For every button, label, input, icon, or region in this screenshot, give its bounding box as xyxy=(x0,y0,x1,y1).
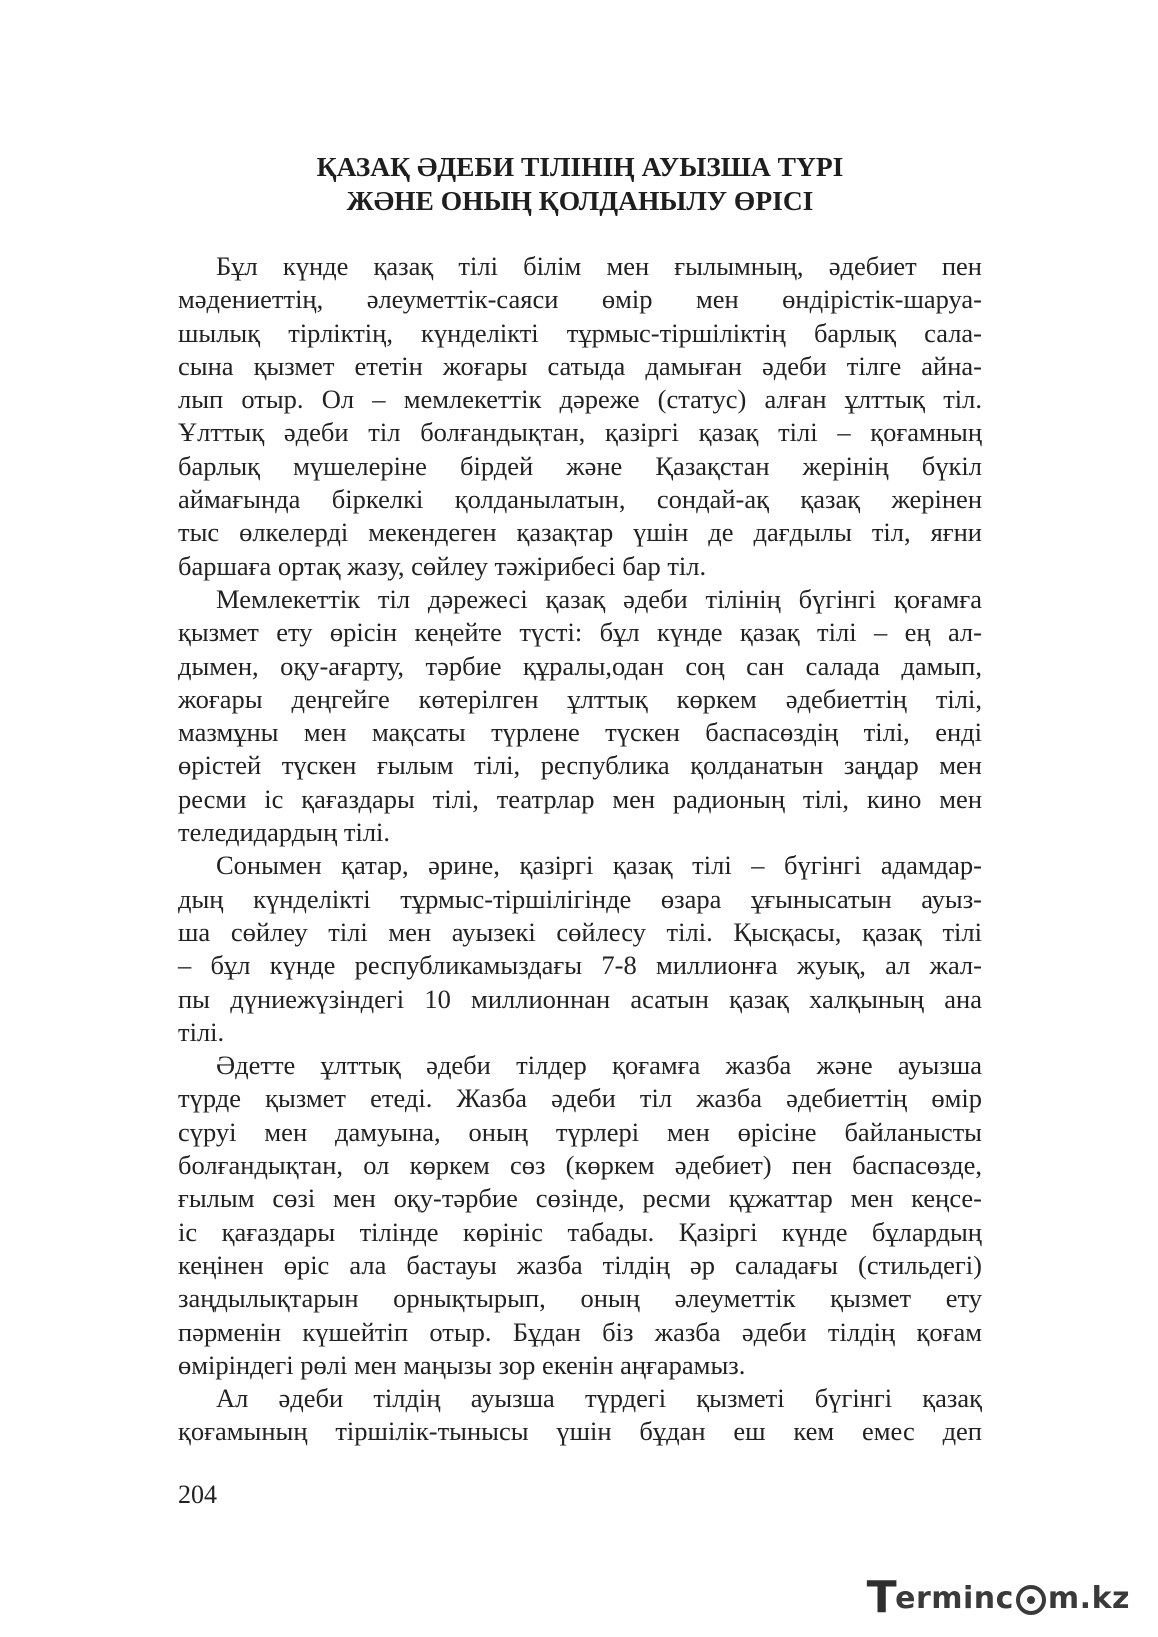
paragraph xyxy=(178,849,982,1049)
paragraph-line: Ал әдеби тілдің ауызша түрдегі қызметі бүгінгі қазақ xyxy=(216,1383,982,1414)
paragraph-line: баршаға ортақ жазу, сөйлеу тәжірибесі бар тіл. xyxy=(178,550,707,581)
paragraph-line: түрде қызмет етеді. Жазба әдеби тіл жазба әдебиеттің өмір xyxy=(178,1083,982,1114)
watermark-o-icon xyxy=(1016,1585,1046,1615)
paragraph-line: қызмет ету өрісін кеңейте түсті: бұл күнде қазақ тілі – ең ал- xyxy=(178,617,982,648)
paragraph-line: сүруі мен дамуына, оның түрлері мен өрісіне байланысты xyxy=(178,1116,982,1147)
paragraph-line: болғандықтан, ол көркем сөз (көркем әдебиет) пен баспасөзде, xyxy=(178,1150,982,1181)
paragraph-line: тілі. xyxy=(178,1016,225,1047)
paragraph-line: теледидардың тілі. xyxy=(178,817,391,848)
paragraph-line: сына қызмет ететін жоғары сатыда дамыған әдеби тілге айна- xyxy=(178,350,982,381)
paragraph-line: – бұл күнде республикамыздағы 7-8 миллионға жуық, ал жал- xyxy=(178,950,982,981)
paragraph-line: барлық мүшелеріне бірдей және Қазақстан жерінің бүкіл xyxy=(178,450,982,481)
paragraph-line: ресми іс қағаздары тілі, театрлар мен радионың тілі, кино мен xyxy=(178,783,982,814)
paragraph-line: лып отыр. Ол – мемлекеттік дәреже (статус) алған ұлттық тіл. xyxy=(178,384,982,415)
paragraph-line: өрістей түскен ғылым тілі, республика қолданатын заңдар мен xyxy=(178,750,982,781)
watermark-t-letter: T xyxy=(866,1572,898,1623)
paragraph xyxy=(178,1049,982,1382)
paragraph-line: қоғамының тіршілік-тынысы үшін бұдан еш кем емес деп xyxy=(178,1416,982,1447)
paragraph-line: дымен, оқу-ағарту, тәрбие құралы,одан соң сан салада дамып, xyxy=(178,650,982,681)
page-title-line-1: ҚАЗАҚ ӘДЕБИ ТІЛІНІҢ АУЫЗША ТҮРІ xyxy=(316,151,844,182)
page-title-line-2: ЖӘНЕ ОНЫҢ ҚОЛДАНЫЛУ ӨРІСІ xyxy=(346,185,814,216)
paragraph-line: заңдылықтарын орнықтырып, оның әлеуметтік қызмет ету xyxy=(178,1283,982,1314)
paragraph-line: Мемлекеттік тіл дәрежесі қазақ әдеби тілінің бүгінгі қоғамға xyxy=(216,583,982,614)
paragraph-line: пәрменін күшейтіп отыр. Бұдан біз жазба әдеби тілдің қоғам xyxy=(178,1316,982,1347)
paragraph-line: дың күнделікті тұрмыс-тіршілігінде өзара ұғынысатын ауыз- xyxy=(178,883,982,914)
body-text xyxy=(178,250,982,1449)
paragraph-line: ғылым сөзі мен оқу-тәрбие сөзінде, ресми құжаттар мен кеңсе- xyxy=(178,1183,982,1214)
paragraph xyxy=(178,583,982,849)
paragraph-line: Бұл күнде қазақ тілі білім мен ғылымның, әдебиет пен xyxy=(216,251,982,281)
paragraph-line: пы дүниежүзіндегі 10 миллионнан асатын қазақ халқының ана xyxy=(178,983,982,1014)
paragraph-line: ша сөйлеу тілі мен ауызекі сөйлесу тілі. Қысқасы, қазақ тілі xyxy=(178,916,982,947)
paragraph-line: өміріндегі рөлі мен маңызы зор екенін аңғарамыз. xyxy=(178,1349,746,1380)
paragraph-line: Ұлттық әдеби тіл болғандықтан, қазіргі қазақ тілі – қоғамның xyxy=(178,417,982,448)
paragraph-line: аймағында біркелкі қолданылатын, сондай-ақ қазақ жерінен xyxy=(178,484,982,515)
paragraph-line: мәдениеттің, әлеуметтік-саяси өмір мен өндірістік-шаруа- xyxy=(178,284,982,315)
paragraph-line: шылық тірліктің, күнделікті тұрмыс-тіршіліктің барлық сала- xyxy=(178,317,982,348)
paragraph-line: Сонымен қатар, әрине, қазіргі қазақ тілі – бүгінгі адамдар- xyxy=(216,850,982,881)
paragraph xyxy=(178,1382,982,1449)
page-number: 204 xyxy=(178,1480,217,1509)
paragraph-line: тыс өлкелерді мекендеген қазақтар үшін де дағдылы тіл, яғни xyxy=(178,517,982,548)
paragraph-line: мазмұны мен мақсаты түрлене түскен баспасөздің тілі, енді xyxy=(178,717,982,748)
paragraph-line: жоғары деңгейге көтерілген ұлттық көркем әдебиеттің тілі, xyxy=(178,683,982,714)
page-title xyxy=(178,150,982,218)
paragraph-line: Әдетте ұлттық әдеби тілдер қоғамға жазба және ауызша xyxy=(216,1050,982,1081)
paragraph-line: іс қағаздары тілінде көрініс табады. Қазіргі күнде бұлардың xyxy=(178,1216,982,1247)
watermark-text-part1: erminc xyxy=(895,1580,1014,1616)
paragraph xyxy=(178,250,982,583)
paragraph-line: кеңінен өріс ала бастауы жазба тілдің әр саладағы (стильдегі) xyxy=(178,1249,982,1280)
watermark-logo xyxy=(866,1572,1130,1623)
watermark-text-part2: m.kz xyxy=(1047,1580,1130,1616)
